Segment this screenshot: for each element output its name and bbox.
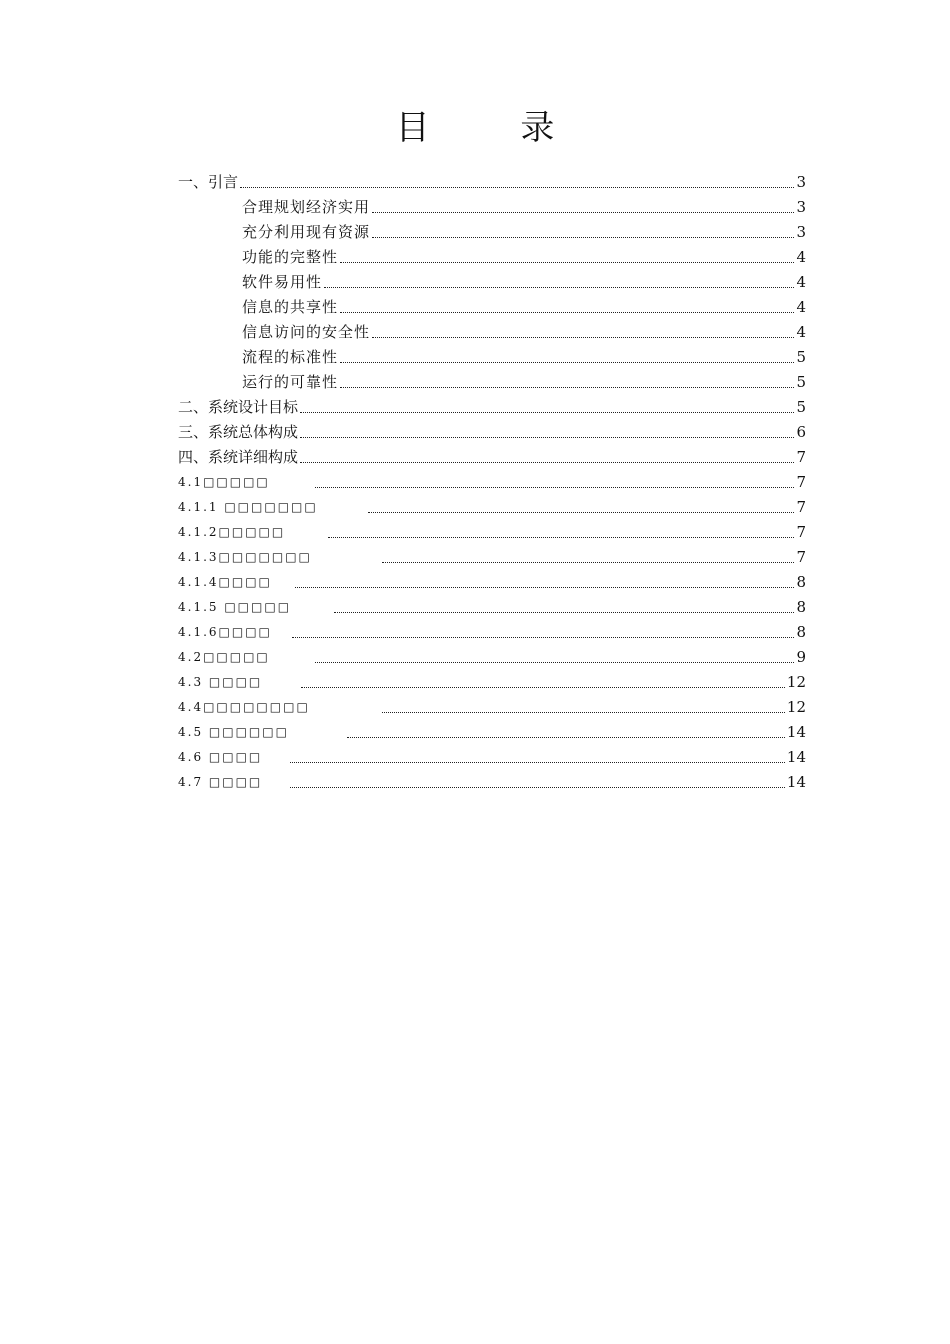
- toc-leader: [290, 761, 785, 763]
- toc-leader: [340, 261, 794, 263]
- toc-entry-page: 4: [796, 273, 806, 291]
- toc-entry-page: 3: [796, 173, 806, 191]
- toc-leader: [295, 586, 794, 588]
- toc-entry-label: 4.6 □□□□: [178, 750, 263, 764]
- toc-entry-label: 4.2□□□□□: [178, 650, 270, 664]
- toc-entry-page: 4: [796, 323, 806, 341]
- toc-entry-label: 合理规划经济实用: [242, 198, 371, 216]
- toc-entry-label: 信息的共享性: [242, 298, 339, 316]
- toc-leader: [372, 211, 794, 213]
- toc-entry-page: 7: [796, 548, 806, 566]
- toc-entry-page: 8: [796, 598, 806, 616]
- toc-entry[interactable]: [178, 543, 806, 567]
- toc-entry-label: 一、引言: [178, 173, 239, 191]
- toc-entry[interactable]: [242, 343, 806, 367]
- toc-entry-label: 功能的完整性: [242, 248, 339, 266]
- toc-leader: [347, 736, 785, 738]
- toc-entry[interactable]: [178, 743, 806, 767]
- toc-entry-label: 4.1.2□□□□□: [178, 525, 286, 539]
- toc-entry-page: 14: [786, 723, 806, 741]
- toc-entry-label: 4.3 □□□□: [178, 675, 263, 689]
- toc-entry[interactable]: [178, 518, 806, 542]
- toc-entry-label: 4.5 □□□□□□: [178, 725, 289, 739]
- toc-entry[interactable]: [242, 293, 806, 317]
- toc-entry-page: 9: [796, 648, 806, 666]
- toc-leader: [292, 636, 794, 638]
- toc-entry[interactable]: [178, 768, 806, 792]
- toc-leader: [328, 536, 794, 538]
- toc-leader: [334, 611, 794, 613]
- toc-entry[interactable]: [242, 318, 806, 342]
- toc-leader: [300, 436, 794, 438]
- toc-leader: [372, 236, 794, 238]
- toc-entry-page: 3: [796, 198, 806, 216]
- toc-entry-page: 7: [796, 498, 806, 516]
- toc-entry[interactable]: [242, 218, 806, 242]
- toc-entry[interactable]: [178, 718, 806, 742]
- toc-entry-label: 四、系统详细构成: [178, 448, 299, 466]
- toc-leader: [240, 186, 794, 188]
- toc-entry-page: 5: [796, 373, 806, 391]
- toc-entry-page: 5: [796, 348, 806, 366]
- toc-entry-label: 运行的可靠性: [242, 373, 339, 391]
- toc-entry[interactable]: [178, 618, 806, 642]
- toc-entry[interactable]: [178, 493, 806, 517]
- toc-leader: [340, 311, 794, 313]
- toc-entry[interactable]: [178, 668, 806, 692]
- toc-title: 目 录: [395, 108, 595, 148]
- toc-leader: [368, 511, 794, 513]
- toc-entry-page: 3: [796, 223, 806, 241]
- toc-entry-page: 7: [796, 448, 806, 466]
- toc-entry-label: 4.1□□□□□: [178, 475, 270, 489]
- toc-entry[interactable]: [242, 268, 806, 292]
- toc-entry[interactable]: [242, 368, 806, 392]
- toc-leader: [372, 336, 794, 338]
- toc-entry[interactable]: [178, 568, 806, 592]
- toc-entry-label: 二、系统设计目标: [178, 398, 299, 416]
- toc-leader: [324, 286, 794, 288]
- toc-entry-page: 4: [796, 248, 806, 266]
- toc-entry-label: 信息访问的安全性: [242, 323, 371, 341]
- toc-leader: [315, 486, 794, 488]
- toc-entry-label: 充分利用现有资源: [242, 223, 371, 241]
- toc-leader: [290, 786, 785, 788]
- toc-entry-label: 4.4□□□□□□□□: [178, 700, 310, 714]
- toc-entry[interactable]: [178, 643, 806, 667]
- toc-entry[interactable]: [178, 168, 806, 192]
- toc-entry[interactable]: [178, 418, 806, 442]
- toc-entry-label: 软件易用性: [242, 273, 323, 291]
- toc-entry-page: 5: [796, 398, 806, 416]
- toc-leader: [300, 461, 794, 463]
- toc-entry-label: 4.7 □□□□: [178, 775, 263, 789]
- toc-entry[interactable]: [178, 393, 806, 417]
- toc-entry[interactable]: [178, 443, 806, 467]
- toc-entry-label: 流程的标准性: [242, 348, 339, 366]
- toc-entry-label: 4.1.1 □□□□□□□: [178, 500, 318, 514]
- toc-leader: [382, 711, 785, 713]
- toc-entry[interactable]: [242, 193, 806, 217]
- toc-entry[interactable]: [242, 243, 806, 267]
- toc-leader: [340, 386, 794, 388]
- toc-entry-page: 7: [796, 473, 806, 491]
- toc-entry-page: 14: [786, 773, 806, 791]
- toc-entry-label: 4.1.6□□□□: [178, 625, 272, 639]
- toc-leader: [315, 661, 794, 663]
- toc-leader: [300, 411, 794, 413]
- toc-entry[interactable]: [178, 468, 806, 492]
- toc-entry[interactable]: [178, 593, 806, 617]
- toc-entry-label: 4.1.3□□□□□□□: [178, 550, 312, 564]
- toc-entry-label: 三、系统总体构成: [178, 423, 299, 441]
- toc-entry-page: 12: [786, 673, 806, 691]
- toc-entry[interactable]: [178, 693, 806, 717]
- toc-entry-page: 12: [786, 698, 806, 716]
- toc-entry-page: 8: [796, 623, 806, 641]
- toc-entry-page: 7: [796, 523, 806, 541]
- toc-entry-label: 4.1.4□□□□: [178, 575, 272, 589]
- toc-leader: [301, 686, 785, 688]
- toc-entry-page: 14: [786, 748, 806, 766]
- toc-entry-page: 4: [796, 298, 806, 316]
- toc-entry-page: 6: [796, 423, 806, 441]
- toc-entry-page: 8: [796, 573, 806, 591]
- toc-leader: [382, 561, 794, 563]
- toc-entry-label: 4.1.5 □□□□□: [178, 600, 292, 614]
- toc-leader: [340, 361, 794, 363]
